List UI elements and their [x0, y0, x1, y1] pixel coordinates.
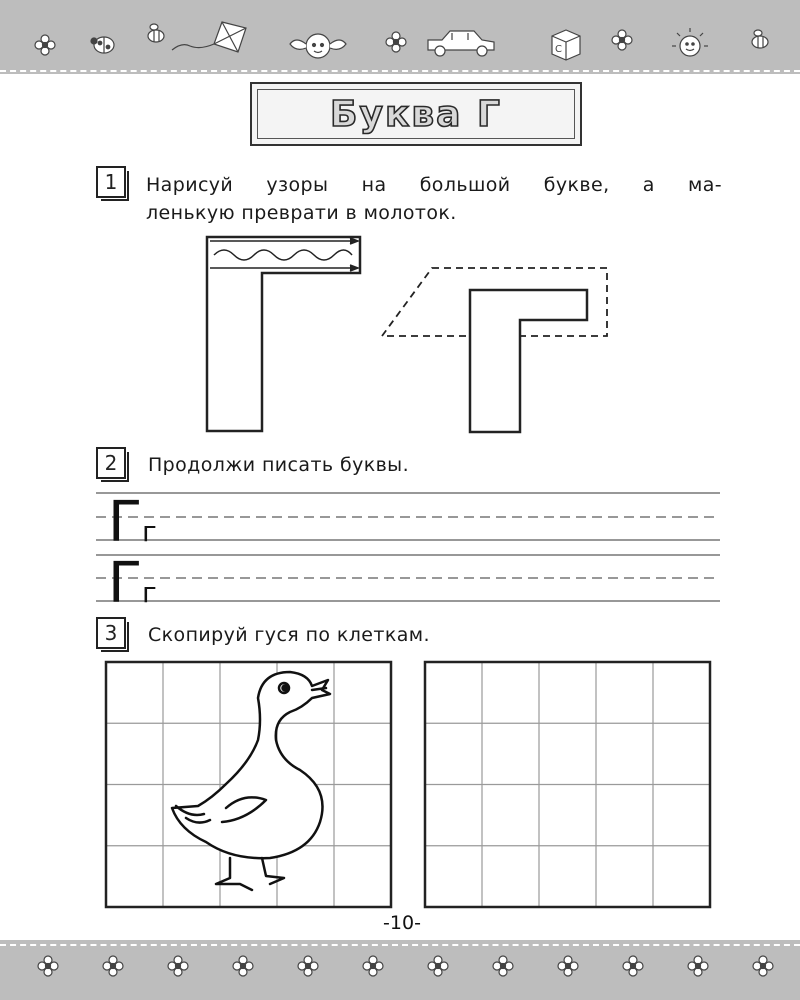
bee-icon	[752, 30, 768, 48]
flower-icon	[386, 32, 406, 52]
writing-sample-small-letter: г	[142, 515, 157, 548]
car-icon	[428, 31, 494, 56]
task-3-text: Скопируй гуся по клеткам.	[148, 624, 430, 646]
task-1-text-line2: ленькую преврати в молоток.	[146, 202, 457, 224]
goose-copy-grids[interactable]	[0, 660, 800, 910]
task-1-number: 1	[96, 166, 126, 198]
small-letter-ge-outline[interactable]	[470, 290, 587, 432]
flower-icon	[298, 956, 318, 976]
flower-icon	[35, 35, 55, 55]
bottom-decor-band	[0, 940, 800, 1000]
writing-sample-big-letter-2: Г	[108, 551, 143, 610]
page-number: -10-	[383, 912, 421, 934]
flower-icon	[103, 956, 123, 976]
svg-text:C: C	[555, 44, 562, 55]
goose-drawing	[172, 672, 330, 890]
right-empty-grid[interactable]	[425, 662, 710, 907]
flower-icon	[558, 956, 578, 976]
flower-icon	[753, 956, 773, 976]
kite-icon	[172, 22, 246, 52]
bee-icon	[148, 24, 164, 42]
top-band-dashed-edge	[0, 70, 800, 72]
flower-icon	[38, 956, 58, 976]
top-decor-icons	[0, 0, 800, 74]
letter-block-icon	[552, 30, 580, 60]
handwriting-lines[interactable]	[0, 486, 800, 610]
flower-icon	[168, 956, 188, 976]
flower-icon	[493, 956, 513, 976]
sun-icon	[672, 28, 708, 56]
writing-sample-big-letter: Г	[108, 490, 143, 555]
writing-sample-small-letter-2: г	[142, 576, 157, 609]
bottom-band-dashed-edge-overlay	[0, 944, 800, 946]
big-letter-ge-outline[interactable]	[207, 237, 360, 431]
page-title: Буква Г	[330, 93, 502, 135]
flower-icon	[428, 956, 448, 976]
task-2-number: 2	[96, 447, 126, 479]
flower-icon	[612, 30, 632, 50]
task-1-text-line1: Нарисуй узоры на большой букве, а ма-	[146, 174, 722, 196]
title-plate	[250, 82, 582, 146]
flower-icon	[363, 956, 383, 976]
task-3-number: 3	[96, 617, 126, 649]
bottom-decor-icons	[0, 940, 800, 1000]
flower-icon	[623, 956, 643, 976]
task-2-text: Продолжи писать буквы.	[148, 454, 410, 476]
flower-icon	[233, 956, 253, 976]
girl-face-icon	[290, 34, 346, 58]
task-1-letters-drawing[interactable]	[0, 230, 800, 440]
top-decor-band	[0, 0, 800, 74]
ladybug-icon	[91, 37, 114, 53]
flower-icon	[688, 956, 708, 976]
